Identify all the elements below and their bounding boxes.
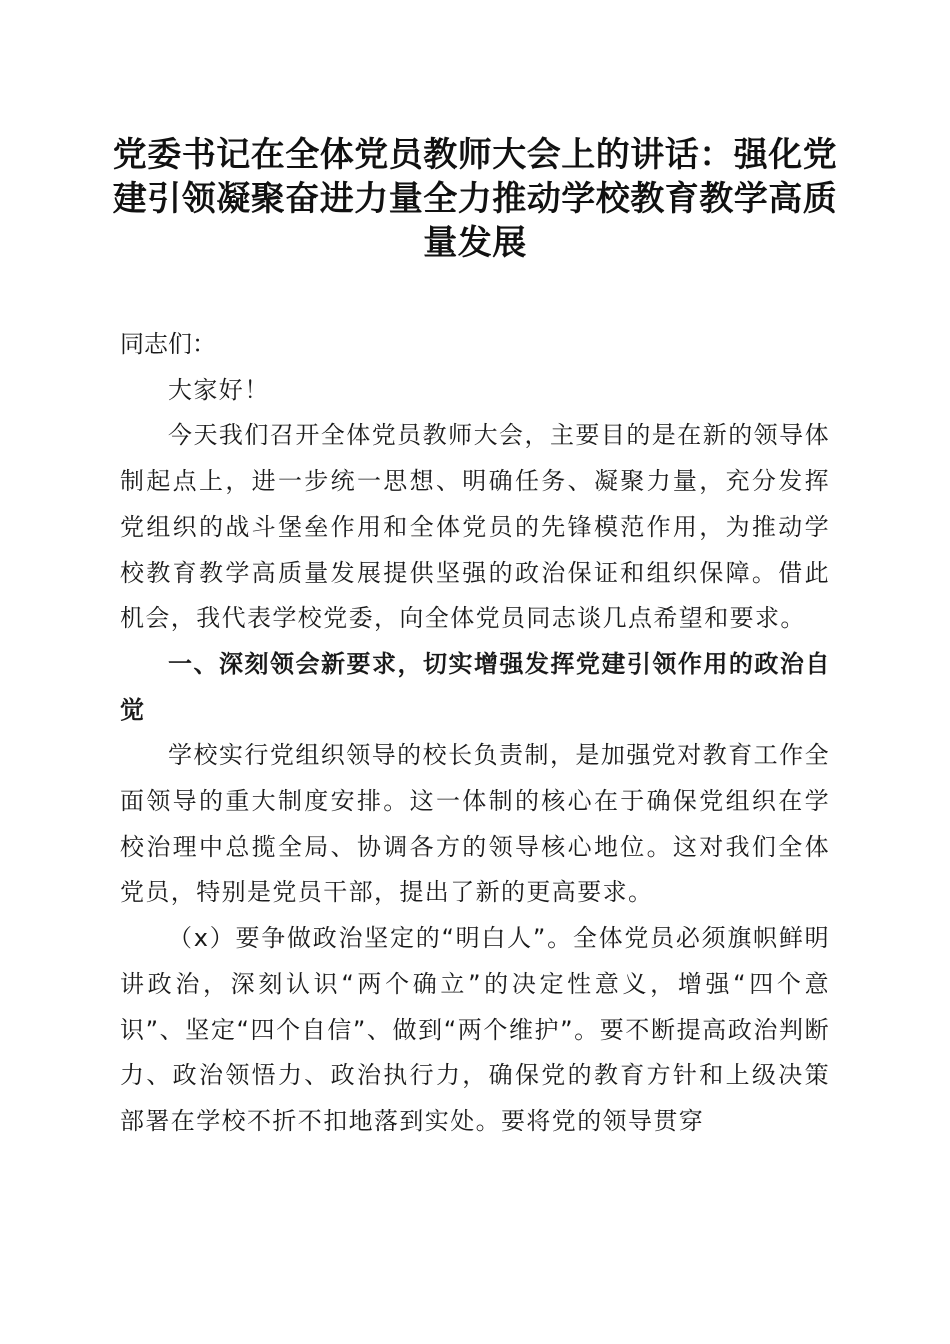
intro-paragraph: 今天我们召开全体党员教师大会，主要目的是在新的领导体制起点上，进一步统一思想、明确任务、凝聚力量，充分发挥党组织的战斗堡垒作用和全体党员的先锋模范作用，为推动学校教育教学高质量发展提供坚强的政治保证和组织保障。借此机会，我代表学校党委，向全体党员同志谈几点希望和要求。 [120,421,830,633]
document-body [120,322,830,1145]
document-title: 党委书记在全体党员教师大会上的讲话：强化党建引领凝聚奋进力量全力推动学校教育教学高质量发展 [112,135,838,263]
greeting: 大家好！ [168,375,270,404]
section-paragraph: 学校实行党组织领导的校长负责制，是加强党对教育工作全面领导的重大制度安排。这一体制的核心在于确保党组织在学校治理中总揽全局、协调各方的领导核心地位。这对我们全体党员，特别是党员干部，提出了新的更高要求。 [120,741,830,907]
item-paragraph: （x）要争做政治坚定的“明白人”。全体党员必须旗帜鲜明讲政治，深刻认识“两个确立”的决定性意义，增强“四个意识”、坚定“四个自信”、做到“两个维护”。要不断提高政治判断力、政治领悟力、政治执行力，确保党的教育方针和上级决策部署在学校不折不扣地落到实处。要将党的领导贯穿 [120,924,830,1135]
section-heading: 一、深刻领会新要求，切实增强发挥党建引领作用的政治自觉 [120,649,830,724]
salutation: 同志们： [120,330,216,358]
